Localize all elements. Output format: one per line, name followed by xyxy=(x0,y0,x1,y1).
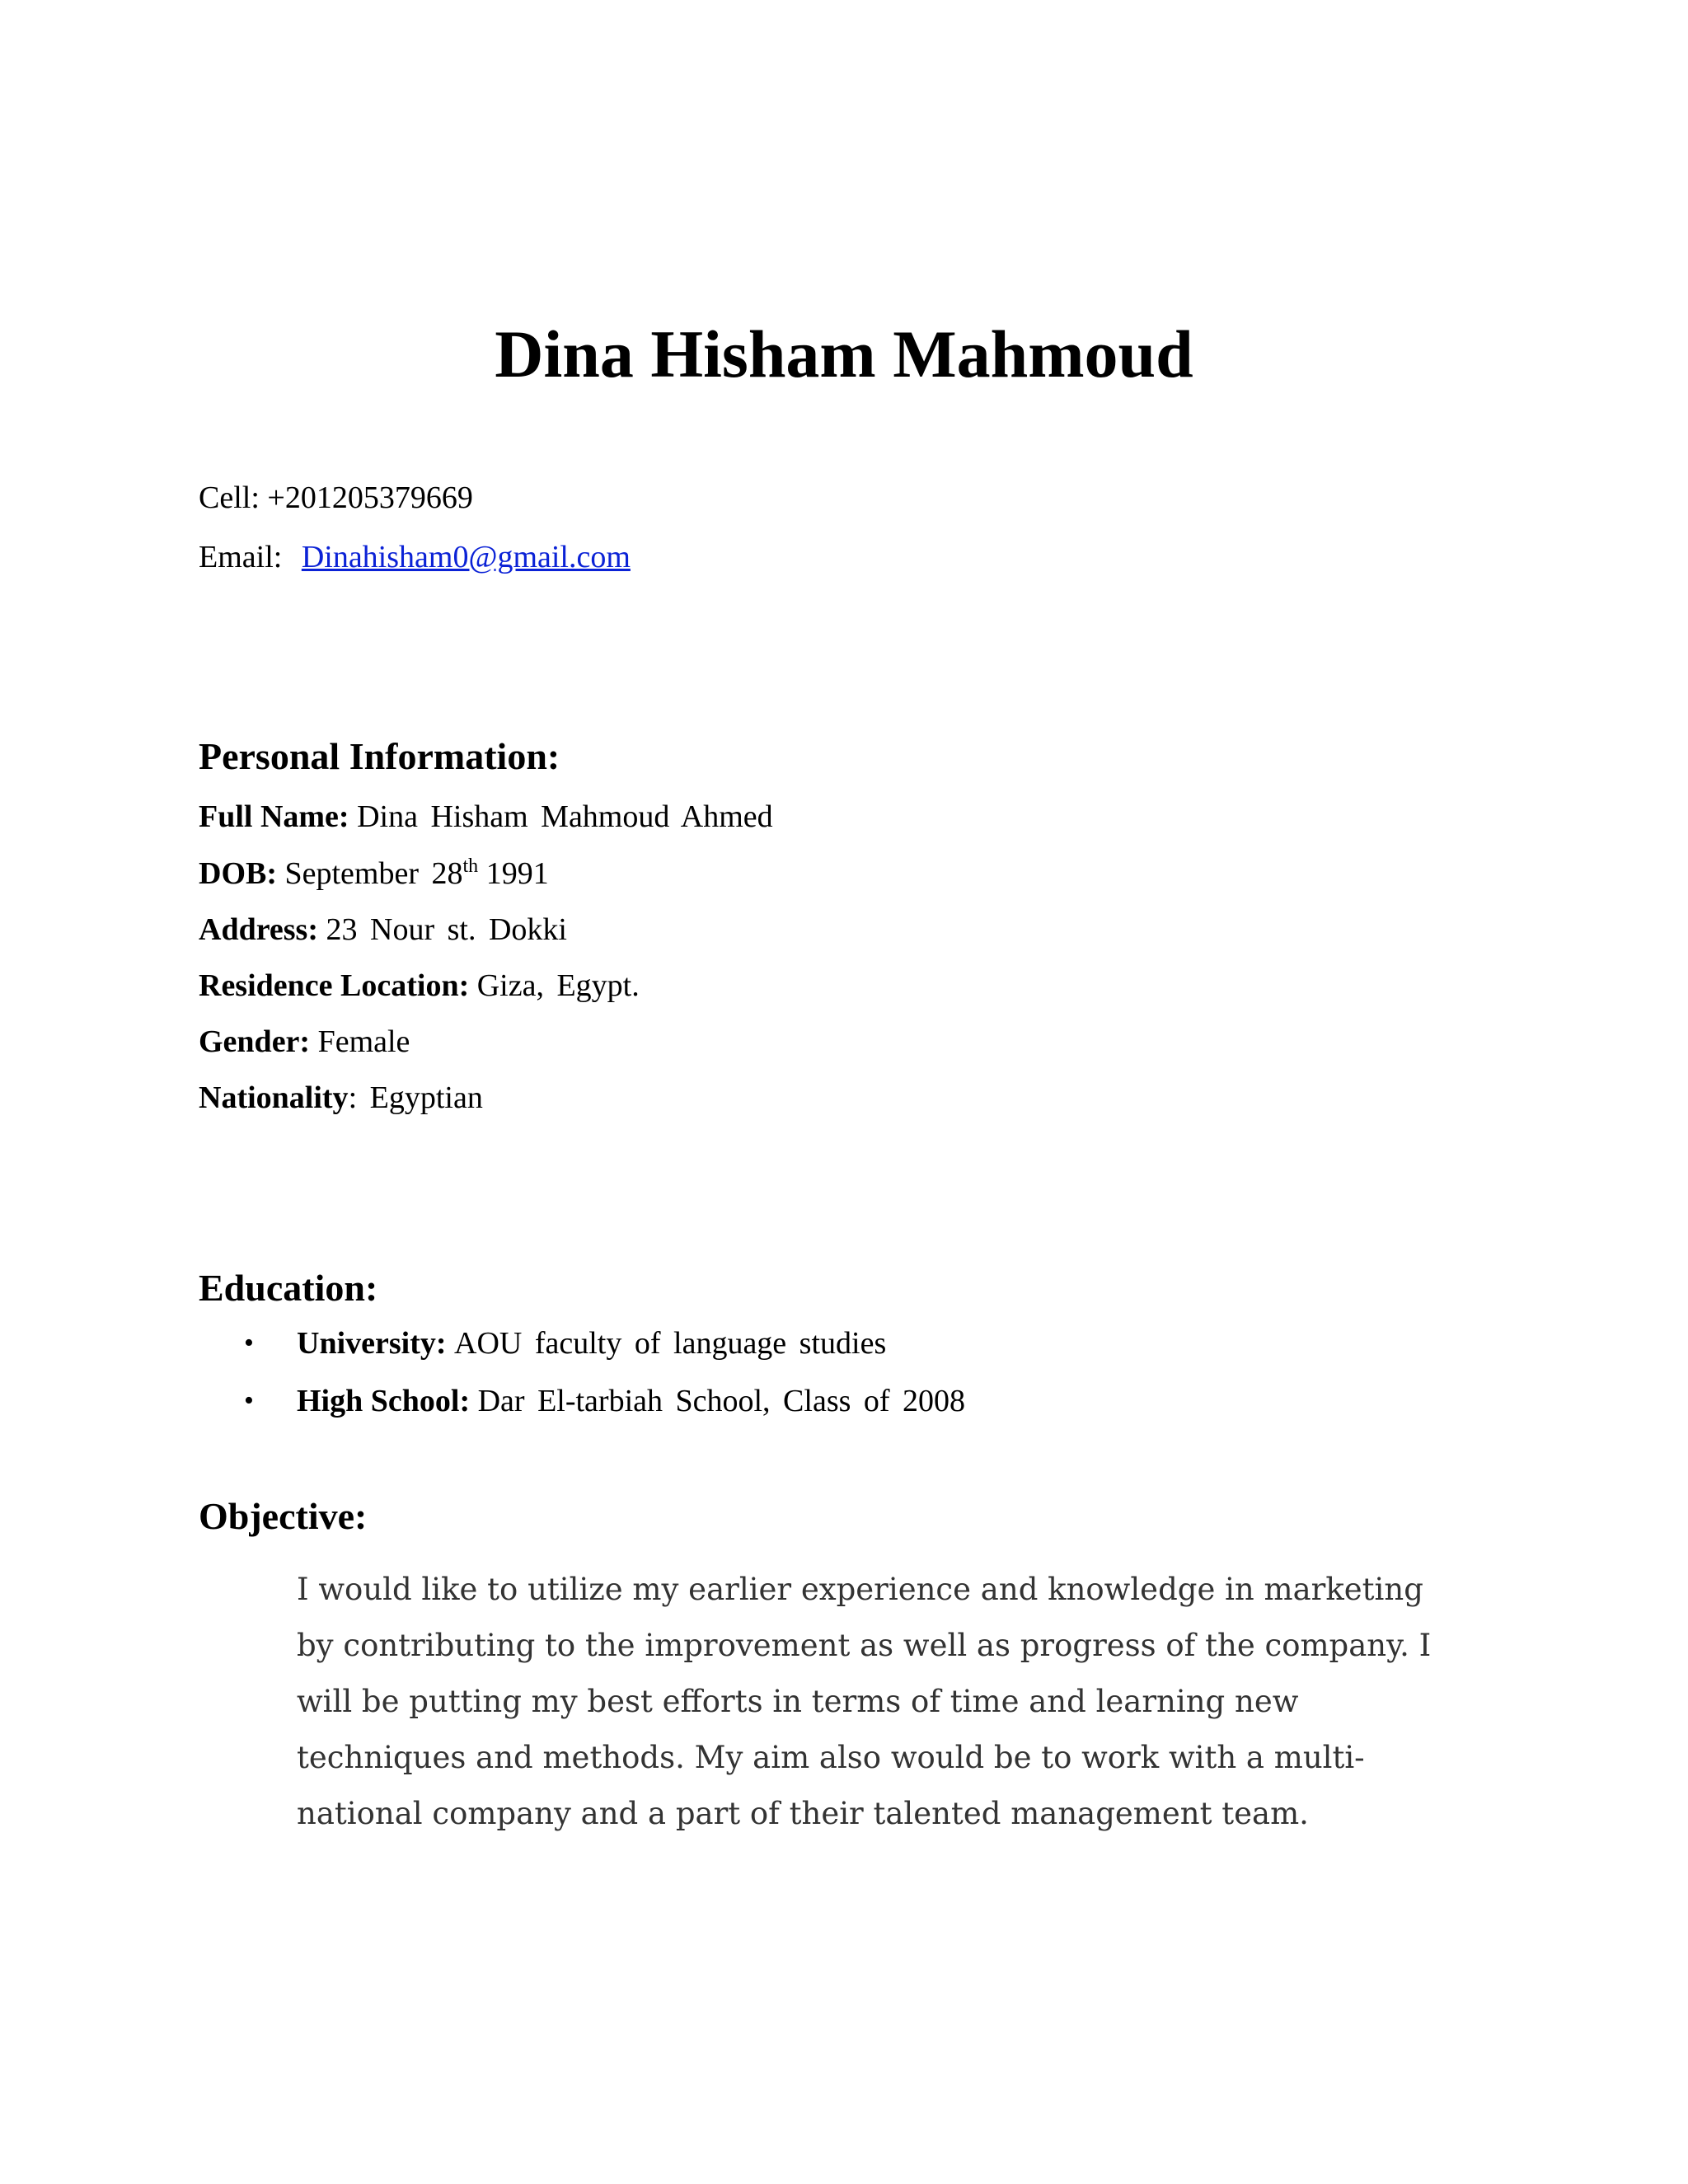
address-line xyxy=(199,910,567,949)
residence-value: Giza, Egypt. xyxy=(476,968,640,1003)
education-item-text xyxy=(297,1324,886,1363)
education-heading: Education: xyxy=(199,1267,378,1309)
nationality-label: Nationality xyxy=(199,1080,349,1115)
email-label: Email: xyxy=(199,540,283,574)
bullet-icon: • xyxy=(244,1385,254,1416)
dob-ordinal-suffix: th xyxy=(462,855,479,877)
bullet-icon: • xyxy=(244,1328,254,1358)
email-link[interactable]: Dinahisham0@gmail.com xyxy=(301,540,631,574)
cell-value: +201205379669 xyxy=(267,480,473,515)
contact-cell-line xyxy=(199,478,473,518)
residence-line xyxy=(199,966,640,1005)
high-school-value: Dar El-tarbiah School, Class of 2008 xyxy=(477,1384,966,1418)
full-name-line xyxy=(199,797,773,837)
address-value: 23 Nour st. Dokki xyxy=(326,912,567,947)
contact-email-line xyxy=(199,537,631,577)
nationality-value: : Egyptian xyxy=(348,1080,483,1115)
gender-value: Female xyxy=(317,1024,410,1059)
high-school-label: High School: xyxy=(297,1384,471,1418)
dob-line xyxy=(199,854,549,893)
university-value: AOU faculty of language studies xyxy=(454,1326,887,1361)
cell-label: Cell: xyxy=(199,480,260,515)
full-name-label: Full Name: xyxy=(199,799,349,834)
education-item-text xyxy=(297,1381,965,1421)
nationality-line xyxy=(199,1078,483,1118)
gender-label: Gender: xyxy=(199,1024,311,1059)
dob-label: DOB: xyxy=(199,856,277,891)
dob-day: September 28 xyxy=(284,856,463,891)
address-label: Address: xyxy=(199,912,318,947)
gender-line xyxy=(199,1022,410,1062)
personal-info-heading: Personal Information: xyxy=(199,735,560,777)
university-label: University: xyxy=(297,1326,447,1361)
residence-label: Residence Location: xyxy=(199,968,470,1003)
full-name-value: Dina Hisham Mahmoud Ahmed xyxy=(357,799,773,834)
dob-year: 1991 xyxy=(485,856,549,891)
objective-heading: Objective: xyxy=(199,1495,368,1537)
resume-name-title: Dina Hisham Mahmoud xyxy=(495,316,1193,391)
objective-paragraph: I would like to utilize my earlier experience and knowledge in marketing by contributing to the improvement as well as progress of the company. I will be putting my best efforts in terms of time and learning new techniques and methods. My aim also would be to work with a multi-national company and a part of their talented management team. xyxy=(297,1572,1432,1831)
